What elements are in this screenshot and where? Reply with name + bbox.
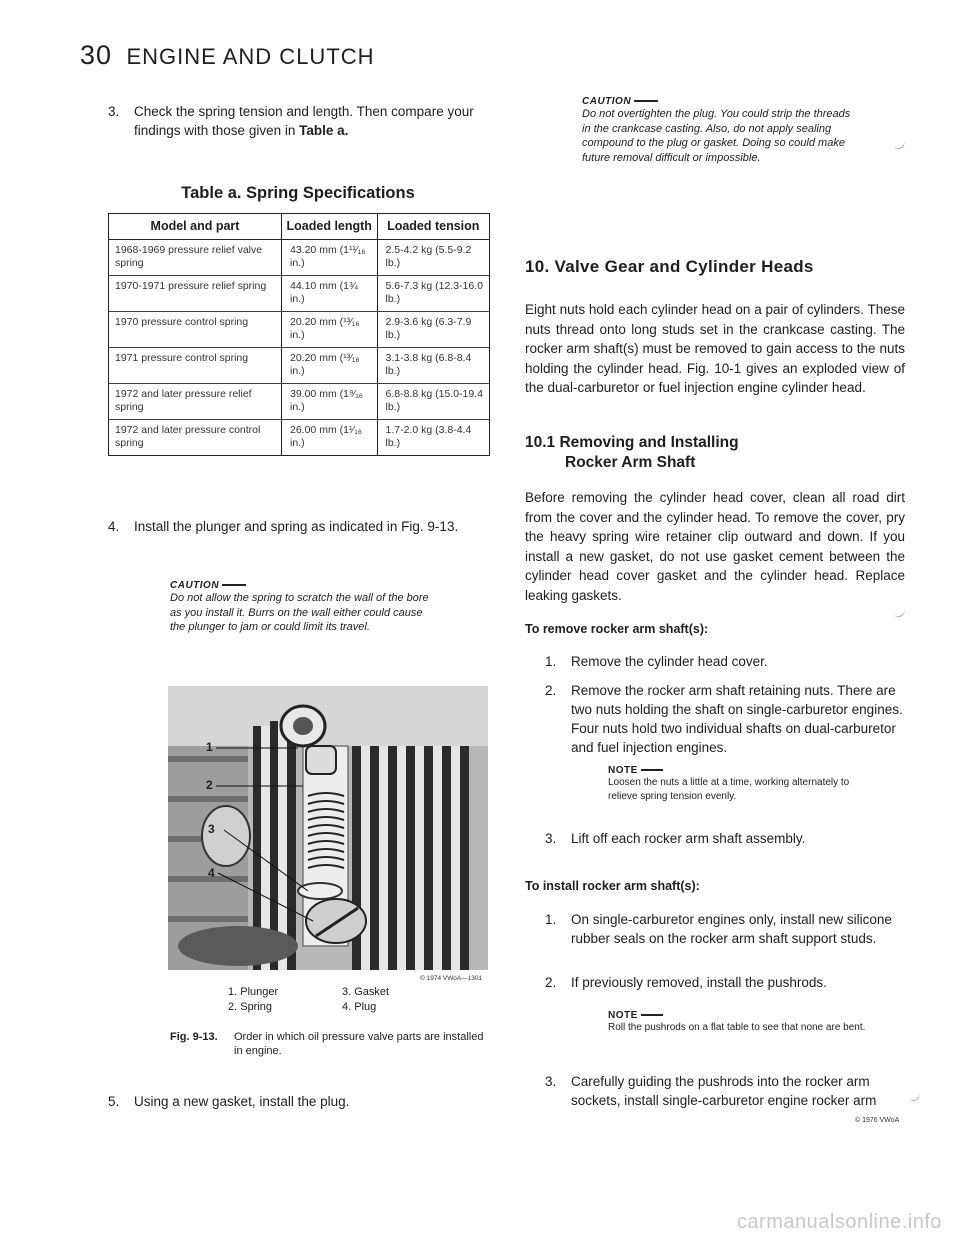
table-cell: 1.7-2.0 kg (3.8-4.4 lb.) [377,420,489,456]
note-heading: NOTE [608,1010,868,1021]
oil-pressure-valve-photo [168,686,488,970]
table-cell: 1971 pressure control spring [109,348,282,384]
note-block-1 [608,765,868,803]
caution-heading: CAUTION [582,96,852,107]
legend-item: 2. Spring [228,1001,273,1013]
table-row [109,240,489,276]
note-heading: NOTE [608,765,868,776]
table-row [109,276,489,312]
table-cell: 5.6-7.3 kg (12.3-16.0 lb.) [377,276,489,312]
install-step-1: 1. On single-carburetor engines only, install new silicone rubber seals on the rocker arm shaft support studs. [545,912,892,946]
table-cell: 1972 and later pressure relief spring [109,384,282,420]
table-cell: 1970-1971 pressure relief spring [109,276,282,312]
table-row [109,384,489,420]
subsection-title: 10.1 Removing and Installing Rocker Arm Shaft [525,434,739,471]
table-cell: 2.5-4.2 kg (5.5-9.2 lb.) [377,240,489,276]
note-text: Loosen the nuts a little at a time, working alternately to relieve spring tension evenly. [608,777,850,802]
callout-1: 1 [206,740,213,754]
table-row [109,420,489,456]
callout-4: 4 [208,866,215,880]
step-5: 5. Using a new gasket, install the plug. [108,1094,350,1109]
margin-mark [892,138,907,151]
column-header: Loaded tension [377,214,489,240]
table-reference: Table a. [299,123,349,138]
section-title: 10. Valve Gear and Cylinder Heads [525,257,814,276]
photo-credit: © 1974 VWoA—1301 [420,975,483,982]
footer-copyright: © 1976 VWoA [855,1117,900,1124]
step-3: 3. Check the spring tension and length. Then compare your findings with those given in Table a. [108,104,474,138]
figure-legend-col1 [228,985,278,1015]
callout-3: 3 [208,822,215,836]
table-cell: 6.8-8.8 kg (15.0-19.4 lb.) [377,384,489,420]
table-cell: 1970 pressure control spring [109,312,282,348]
table-cell: 43.20 mm (1¹¹⁄₁₆ in.) [282,240,378,276]
table-cell: 1968-1969 pressure relief valve spring [109,240,282,276]
column-header: Loaded length [282,214,378,240]
table-cell: 20.20 mm (¹³⁄₁₆ in.) [282,348,378,384]
table-cell: 2.9-3.6 kg (6.3-7.9 lb.) [377,312,489,348]
table-cell: 1972 and later pressure control spring [115,424,261,449]
note-text: Roll the pushrods on a flat table to see that none are bent. [608,1022,866,1033]
caution-heading: CAUTION [170,580,440,591]
caution-text: Do not allow the spring to scratch the wall of the bore as you install it. Burrs on the wall either could cause the plunger to jam or could limit its travel. [170,592,429,633]
table-cell: 3.1-3.8 kg (6.8-8.4 lb.) [377,348,489,384]
install-procedure-heading: To install rocker arm shaft(s): [525,879,700,893]
figure-caption-text: Order in which oil pressure valve parts are installed in engine. [234,1031,484,1057]
table-row [109,312,489,348]
callout-2: 2 [206,778,213,792]
figure-legend-col2 [342,985,389,1015]
remove-step-3: 3. Lift off each rocker arm shaft assembly. [545,831,806,846]
table-cell: 44.10 mm (1¾ in.) [282,276,378,312]
table-cell: 20.20 mm (¹³⁄₁₆ in.) [282,312,378,348]
caution-block-right [582,96,852,165]
section-paragraph: Eight nuts hold each cylinder head on a pair of cylinders. These nuts thread onto long studs set in the crankcase casting. The rocker arm shaft(s) must be removed to gain access to the nuts holding the cylinder head. Fig. 10-1 gives an exploded view of the dual-carburetor or fuel injection engine cylinder head. [525,302,905,395]
column-header: Model and part [109,214,282,240]
install-step-3: 3. Carefully guiding the pushrods into the rocker arm sockets, install single-carburetor engine rocker arm [545,1074,877,1108]
caution-text: Do not overtighten the plug. You could strip the threads in the crankcase casting. Also, do not apply sealing compound to the plug or gasket. Doing so could make future removal difficult or impossible. [582,108,851,164]
note-block-2 [608,1010,868,1035]
figure-caption [170,1030,492,1058]
legend-item: 3. Gasket [342,986,390,998]
step-4: 4. Install the plunger and spring as indicated in Fig. 9-13. [108,519,459,534]
engine-photo-illustration [168,686,488,970]
subsection-paragraph: Before removing the cylinder head cover, clean all road dirt from the cover and the cylinder head. To remove the cover, pry the heavy spring wire retainer clip outward and down. If you install a new gasket, do not use gasket cement between the cylinder head cover gasket and the cylinder head. Replace leaking gaskets. [525,490,905,603]
install-step-2: 2. If previously removed, install the pushrods. [545,975,827,990]
remove-step-1: 1. Remove the cylinder head cover. [545,654,768,669]
caution-block [170,580,440,635]
watermark: carmanualsonline.info [736,1211,942,1233]
margin-mark [892,606,907,619]
table-title: Table a. Spring Specifications [181,184,415,202]
remove-step-2: 2. Remove the rocker arm shaft retaining nuts. There are two nuts holding the shaft on single-carburetor engines. Four nuts hold two individual shafts on dual-carburetor and fuel injection engines. [545,683,903,755]
table-cell: 26.00 mm (1¹⁄₁₆ in.) [282,420,378,456]
page-number: 30 [80,40,113,70]
page-header [80,40,375,71]
table-cell: 39.00 mm (1⁹⁄₁₆ in.) [282,384,378,420]
margin-mark [907,1090,922,1103]
spec-table [108,213,490,456]
chapter-title: ENGINE AND CLUTCH [126,44,375,69]
figure-label: Fig. 9-13. [170,1031,218,1043]
table-row [109,348,489,384]
legend-item: 4. Plug [342,1001,377,1013]
table-header-row [109,214,489,240]
remove-procedure-heading: To remove rocker arm shaft(s): [525,622,709,636]
legend-item: 1. Plunger [228,986,279,998]
